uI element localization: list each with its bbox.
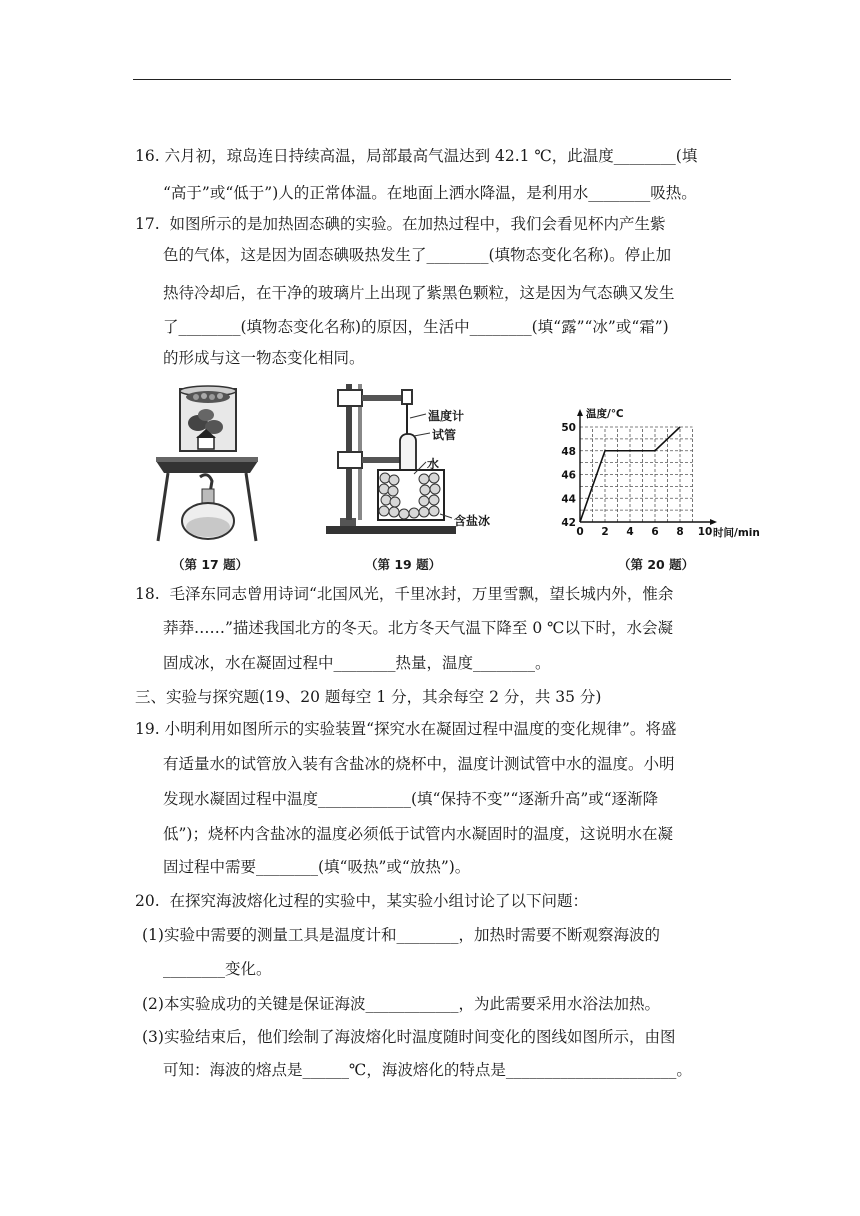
x-tick-label: 6 [651, 526, 659, 538]
figure-20-caption: （第 20 题） [618, 557, 695, 572]
x-tick-label: 0 [576, 526, 584, 538]
q19-line-1: 19. 小明利用如图所示的实验装置“探究水在凝固过程中温度的变化规律”。将盛 [135, 720, 677, 738]
x-axis-label: 时间/min [713, 527, 760, 539]
y-tick-label: 50 [561, 422, 576, 434]
fig19-thermometer-label: 温度计 [428, 409, 465, 423]
q20-part1-line-2: ________变化。 [163, 960, 272, 978]
section-3-heading: 三、实验与探究题(19、20 题每空 1 分，其余每空 2 分，共 35 分) [135, 688, 602, 706]
q19-line-3: 发现水凝固过程中温度____________(填“保持不变”“逐渐升高”或“逐渐降 [163, 790, 659, 808]
y-axis-arrow [577, 409, 583, 416]
q18-line-2: 莽莽……”描述我国北方的冬天。北方冬天气温下降至 0 ℃以下时，水会凝 [163, 619, 673, 637]
figure-17-caption: （第 17 题） [172, 557, 249, 572]
fig19-salt-ice-label: 含盐冰 [454, 514, 491, 528]
q20-part1-line-1: (1)实验中需要的测量工具是温度计和________，加热时需要不断观察海波的 [142, 926, 660, 944]
q17-line-3: 热待冷却后，在干净的玻璃片上出现了紫黑色颗粒，这是因为气态碘又发生 [163, 284, 675, 302]
q16-line-2: “高于”或“低于”)人的正常体温。在地面上洒水降温，是利用水________吸热。 [163, 184, 697, 202]
q19-line-4: 低”)；烧杯内含盐冰的温度必须低于试管内水凝固时的温度，这说明水在凝 [163, 825, 673, 843]
x-tick-label: 10 [697, 526, 713, 538]
q16-line-1: 16. 六月初，琼岛连日持续高温，局部最高气温达到 42.1 ℃，此温度________(填 [135, 147, 698, 165]
fig19-test-tube-label: 试管 [432, 428, 457, 442]
q17-line-4: 了________(填物态变化名称)的原因，生活中________(填“露”“冰”或“霜”) [163, 318, 669, 336]
q17-line-5: 的形成与这一物态变化相同。 [163, 349, 365, 367]
q20-part2-line-1: (2)本实验成功的关键是保证海波____________，为此需要采用水浴法加热。 [142, 995, 660, 1013]
figure-19-caption: （第 19 题） [365, 557, 442, 572]
y-tick-label: 48 [561, 445, 576, 458]
q18-line-1: 18. 毛泽东同志曾用诗词“北国风光，千里冰封，万里雪飘，望长城内外，惟余 [135, 585, 674, 603]
q19-line-5: 固过程中需要________(填“吸热”或“放热”)。 [163, 858, 471, 876]
figure-20-chart [555, 395, 770, 550]
x-tick-label: 2 [601, 526, 609, 538]
y-tick-label: 42 [561, 517, 576, 529]
q19-line-2: 有适量水的试管放入装有含盐冰的烧杯中，温度计测试管中水的温度。小明 [163, 755, 675, 773]
x-axis-arrow [710, 519, 717, 525]
fig19-water-label: 水 [427, 457, 440, 471]
x-tick-label: 4 [626, 526, 634, 538]
y-axis-label: 温度/℃ [586, 408, 624, 420]
q20-line-1: 20. 在探究海波熔化过程的实验中，某实验小组讨论了以下问题： [135, 892, 589, 910]
q17-line-2: 色的气体，这是因为固态碘吸热发生了________(填物态变化名称)。停止加 [163, 246, 672, 264]
q18-line-3: 固成冰，水在凝固过程中________热量，温度________。 [163, 654, 551, 672]
figure-17-iodine-apparatus [150, 385, 265, 543]
header-rule [133, 79, 731, 80]
y-tick-label: 44 [561, 493, 576, 506]
q20-part3-line-1: (3)实验结束后，他们绘制了海波熔化时温度随时间变化的图线如图所示，由图 [142, 1028, 676, 1046]
q17-line-1: 17. 如图所示的是加热固态碘的实验。在加热过程中，我们会看见杯内产生紫 [135, 215, 666, 233]
y-tick-label: 46 [561, 469, 576, 482]
x-tick-label: 8 [676, 526, 684, 538]
q20-part3-line-2: 可知：海波的熔点是______℃，海波熔化的特点是______________________。 [163, 1061, 692, 1079]
